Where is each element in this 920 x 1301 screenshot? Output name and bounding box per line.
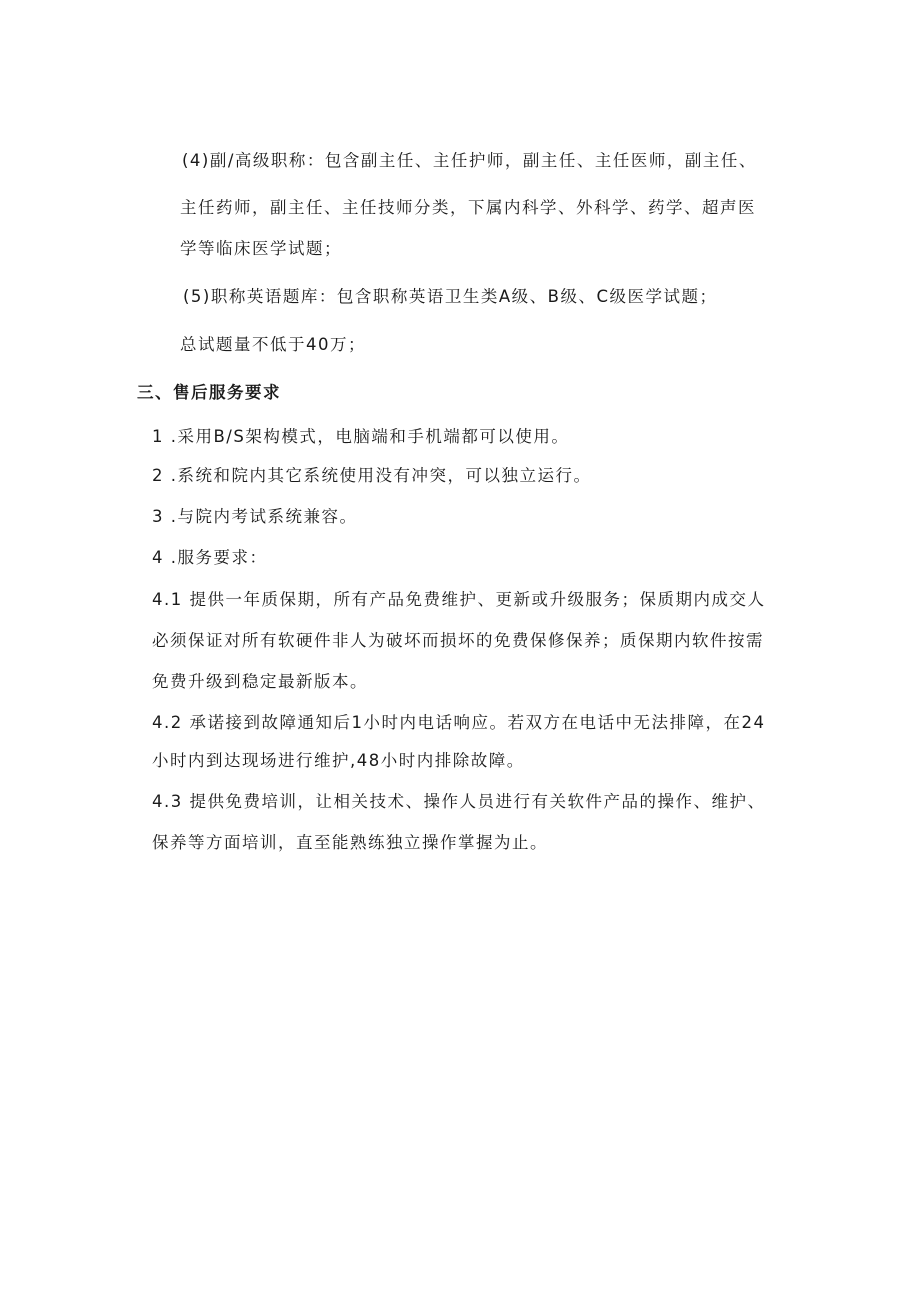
paragraph-line: 4.3 提供免费培训，让相关技术、操作人员进行有关软件产品的操作、维护、	[152, 792, 766, 811]
paragraph-line: 学等临床医学试题；	[180, 239, 342, 258]
list-item: 1 .采用B/S架构模式，电脑端和手机端都可以使用。	[152, 427, 570, 446]
paragraph-line: (5)职称英语题库：包含职称英语卫生类A级、B级、C级医学试题；	[183, 287, 718, 306]
section-heading: 三、售后服务要求	[137, 383, 281, 402]
list-item: 4 .服务要求：	[152, 548, 268, 567]
paragraph-line: 主任药师，副主任、主任技师分类，下属内科学、外科学、药学、超声医	[180, 198, 756, 217]
paragraph-line: 免费升级到稳定最新版本。	[152, 672, 368, 691]
list-item: 3 .与院内考试系统兼容。	[152, 507, 358, 526]
paragraph-line: 4.2 承诺接到故障通知后1小时内电话响应。若双方在电话中无法排障，在24	[152, 713, 766, 732]
paragraph-line: 小时内到达现场进行维护,48小时内排除故障。	[152, 751, 525, 770]
paragraph-line: 保养等方面培训，直至能熟练独立操作掌握为止。	[152, 833, 548, 852]
list-item: 2 .系统和院内其它系统使用没有冲突，可以独立运行。	[152, 466, 592, 485]
paragraph-line: 4.1 提供一年质保期，所有产品免费维护、更新或升级服务；保质期内成交人	[152, 590, 766, 609]
paragraph-line: (4)副/高级职称：包含副主任、主任护师，副主任、主任医师，副主任、	[182, 151, 757, 170]
paragraph-line: 必须保证对所有软硬件非人为破坏而损坏的免费保修保养；质保期内软件按需	[152, 631, 764, 650]
paragraph-line: 总试题量不低于40万；	[180, 335, 366, 354]
